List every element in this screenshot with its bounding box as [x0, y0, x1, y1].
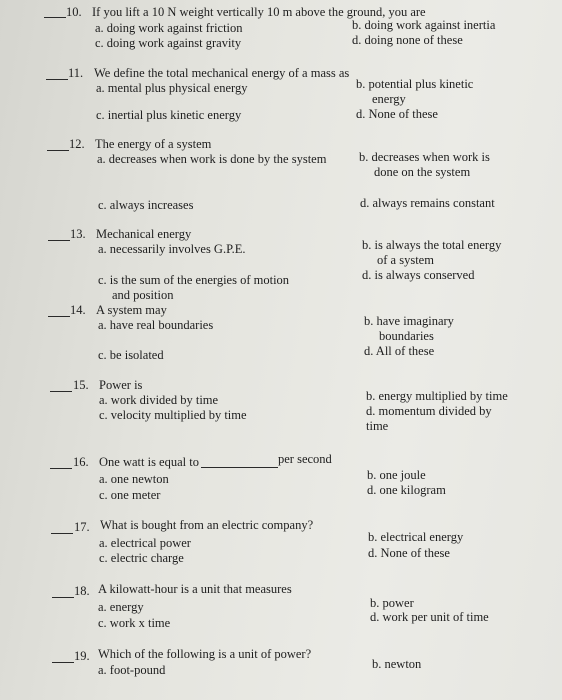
choice-12-b: b. decreases when work is	[359, 150, 490, 164]
choice-13-d: d. is always conserved	[362, 268, 475, 282]
choice-12-d: d. always remains constant	[360, 196, 495, 210]
choice-17-a: a. electrical power	[99, 536, 191, 550]
answer-blank-10[interactable]	[44, 17, 66, 18]
choice-10-b: b. doing work against inertia	[352, 18, 496, 32]
choice-16-c: c. one meter	[99, 488, 161, 502]
answer-blank-15[interactable]	[50, 391, 72, 392]
question-number-17: 17.	[74, 520, 90, 534]
choice-14-a: a. have real boundaries	[98, 318, 214, 332]
answer-blank-13[interactable]	[48, 240, 70, 241]
choice-13-b: b. is always the total energy	[362, 238, 502, 252]
question-number-16: 16.	[73, 455, 89, 469]
choice-11-b-cont: energy	[372, 92, 406, 106]
question-stem-18: A kilowatt-hour is a unit that measures	[98, 582, 292, 596]
question-number-12: 12.	[69, 137, 85, 151]
question-number-11: 11.	[68, 66, 84, 80]
choice-15-b: b. energy multiplied by time	[366, 389, 508, 403]
question-stem-12: The energy of a system	[95, 137, 212, 151]
question-number-15: 15.	[73, 378, 89, 392]
answer-blank-19[interactable]	[52, 662, 74, 663]
choice-17-c: c. electric charge	[99, 551, 184, 565]
question-stem-19: Which of the following is a unit of power?	[98, 647, 312, 661]
choice-19-a: a. foot-pound	[98, 663, 166, 677]
choice-19-b: b. newton	[372, 657, 422, 671]
fill-in-blank-16[interactable]	[201, 467, 278, 468]
choice-15-d: d. momentum divided by	[366, 404, 492, 418]
choice-13-c: c. is the sum of the energies of motion	[98, 273, 290, 287]
answer-blank-17[interactable]	[51, 533, 73, 534]
choice-13-b-cont: of a system	[377, 253, 434, 267]
question-stem-14: A system may	[96, 303, 167, 317]
choice-10-a: a. doing work against friction	[95, 21, 243, 35]
choice-16-a: a. one newton	[99, 472, 169, 486]
question-stem-13: Mechanical energy	[96, 227, 192, 241]
choice-16-b: b. one joule	[367, 468, 426, 482]
choice-16-d: d. one kilogram	[367, 483, 446, 497]
choice-12-c: c. always increases	[98, 198, 194, 212]
choice-15-c: c. velocity multiplied by time	[99, 408, 247, 422]
choice-14-c: c. be isolated	[98, 348, 164, 362]
question-number-18: 18.	[74, 584, 90, 598]
choice-14-b: b. have imaginary	[364, 314, 454, 328]
choice-14-b-cont: boundaries	[379, 329, 434, 343]
choice-15-a: a. work divided by time	[99, 393, 219, 407]
choice-10-d: d. doing none of these	[352, 33, 463, 47]
choice-11-c: c. inertial plus kinetic energy	[96, 108, 242, 122]
question-number-10: 10.	[66, 5, 82, 19]
answer-blank-14[interactable]	[48, 316, 70, 317]
question-stem-15: Power is	[99, 378, 143, 392]
answer-blank-11[interactable]	[46, 79, 68, 80]
choice-11-d: d. None of these	[356, 107, 438, 121]
question-stem-10: If you lift a 10 N weight vertically 10 m above the ground, you are	[92, 5, 426, 19]
choice-11-a: a. mental plus physical energy	[96, 81, 248, 95]
answer-blank-12[interactable]	[47, 150, 69, 151]
answer-blank-18[interactable]	[52, 597, 74, 598]
question-stem-16: One watt is equal to	[99, 455, 199, 469]
choice-11-b: b. potential plus kinetic	[356, 77, 474, 91]
choice-17-b: b. electrical energy	[368, 530, 464, 544]
question-number-19: 19.	[74, 649, 90, 663]
question-number-13: 13.	[70, 227, 86, 241]
question-stem-16-end: per second	[278, 452, 332, 466]
choice-18-a: a. energy	[98, 600, 144, 614]
choice-18-c: c. work x time	[98, 616, 171, 630]
choice-15-d-cont: time	[366, 419, 389, 433]
answer-blank-16[interactable]	[50, 468, 72, 469]
choice-10-c: c. doing work against gravity	[95, 36, 242, 50]
choice-17-d: d. None of these	[368, 546, 450, 560]
question-stem-11: We define the total mechanical energy of a mass as	[94, 66, 350, 80]
choice-12-b-cont: done on the system	[374, 165, 471, 179]
choice-12-a: a. decreases when work is done by the system	[97, 152, 327, 166]
question-number-14: 14.	[70, 303, 86, 317]
choice-18-b: b. power	[370, 596, 414, 610]
choice-13-a: a. necessarily involves G.P.E.	[98, 242, 246, 256]
choice-13-c-cont: and position	[112, 288, 174, 302]
choice-18-d: d. work per unit of time	[370, 610, 489, 624]
question-stem-17: What is bought from an electric company?	[100, 518, 314, 532]
choice-14-d: d. All of these	[364, 344, 435, 358]
